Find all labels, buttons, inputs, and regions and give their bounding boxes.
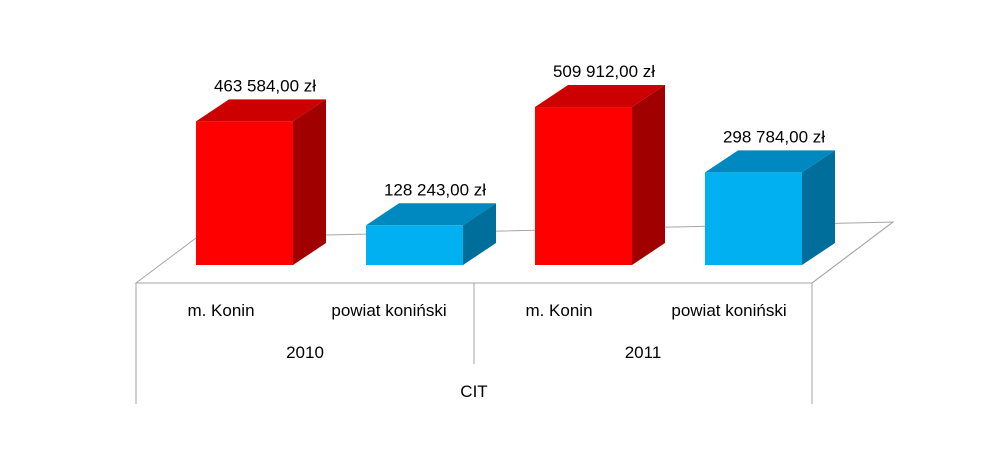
bars-group	[196, 85, 835, 265]
bar-side-2011-0	[632, 85, 665, 265]
bar-2010-0	[196, 121, 293, 265]
bar-2011-0	[535, 107, 632, 265]
outer-category-label: CIT	[460, 382, 488, 401]
category-axis	[136, 283, 812, 404]
year-label-2011: 2011	[624, 343, 662, 362]
category-label-2011-0: m. Konin	[525, 301, 593, 320]
year-label-2010: 2010	[286, 343, 324, 362]
data-label-2011-1: 298 784,00 zł	[722, 127, 826, 147]
category-label-2010-0: m. Konin	[187, 301, 255, 320]
category-label-2011-1: powiat koniński	[671, 301, 787, 320]
bar-side-2010-0	[293, 99, 326, 265]
data-label-2010-0: 463 584,00 zł	[213, 76, 317, 96]
bar-2010-1	[366, 225, 463, 265]
data-label-2010-1: 128 243,00 zł	[383, 180, 487, 200]
bar-2011-1	[705, 172, 802, 265]
data-label-2011-0: 509 912,00 zł	[552, 62, 656, 82]
category-label-2010-1: powiat koniński	[331, 301, 447, 320]
